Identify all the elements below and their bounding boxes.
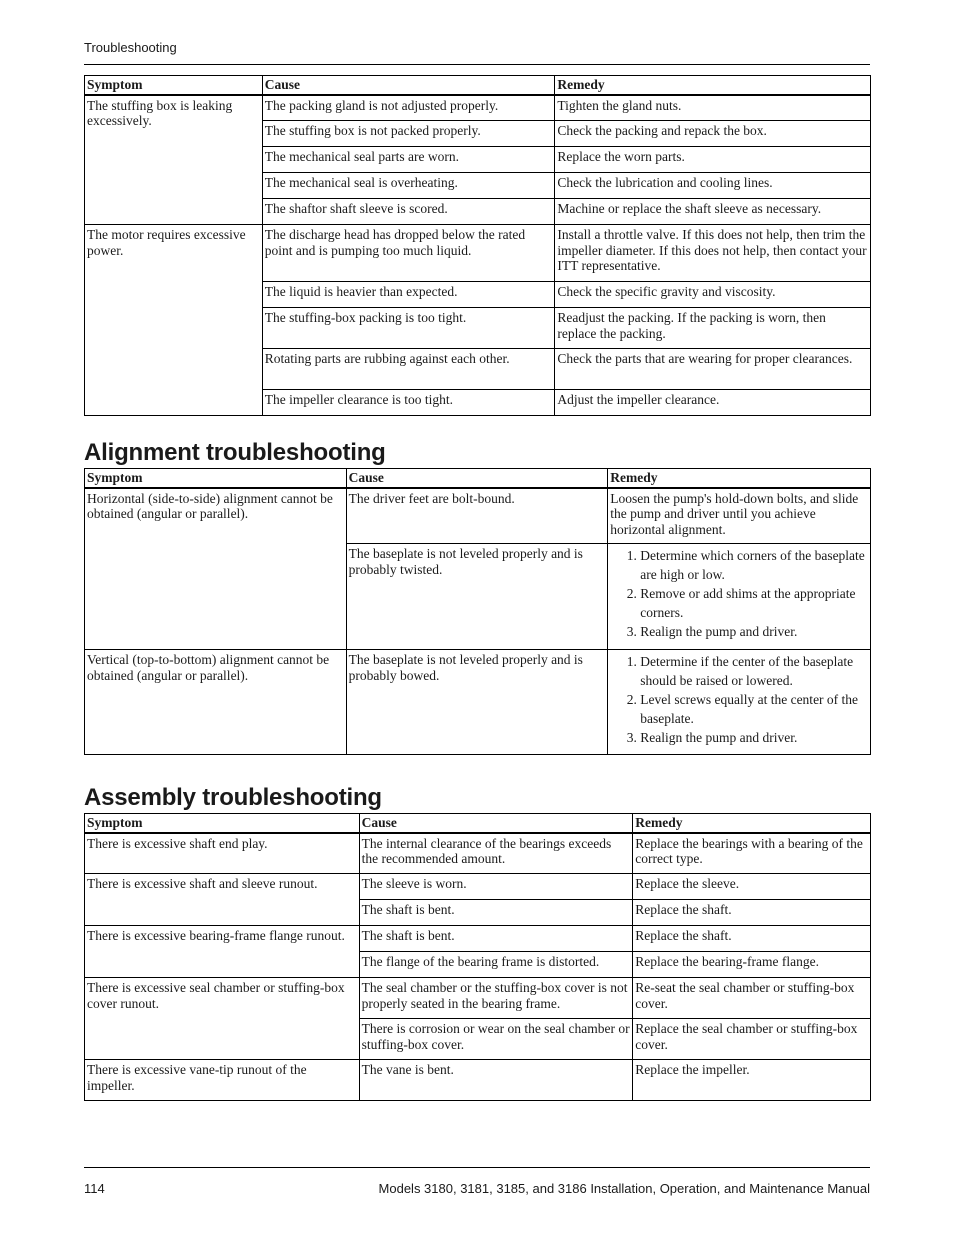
remedy-cell: Install a throttle valve. If this does not help, then trim the impeller diameter. If this does not help, then contact your ITT representative. [555,225,871,282]
cause-cell: The stuffing-box packing is too tight. [262,308,555,349]
column-header-symptom: Symptom [85,469,347,488]
cause-cell: The liquid is heavier than expected. [262,282,555,308]
assembly-heading: Assembly troubleshooting [84,784,382,811]
remedy-cell [608,650,871,755]
cause-cell: There is corrosion or wear on the seal chamber or stuffing-box cover. [359,1019,633,1060]
remedy-cell: Replace the sleeve. [633,874,871,900]
column-header-cause: Cause [359,814,633,833]
remedy-cell: Check the specific gravity and viscosity. [555,282,871,308]
remedy-step: 3. Realign the pump and driver. [640,728,868,747]
column-header-cause: Cause [262,76,555,95]
cause-cell: The shaft is bent. [359,900,633,926]
cause-cell: The mechanical seal is overheating. [262,173,555,199]
symptom-cell: There is excessive shaft and sleeve runout. [85,874,360,926]
remedy-cell: Replace the worn parts. [555,147,871,173]
remedy-cell: Replace the seal chamber or stuffing-box cover. [633,1019,871,1060]
footer-rule [84,1167,870,1168]
cause-cell: The baseplate is not leveled properly and is probably twisted. [346,544,608,650]
cause-cell: The impeller clearance is too tight. [262,390,555,416]
remedy-cell: Machine or replace the shaft sleeve as necessary. [555,199,871,225]
column-header-cause: Cause [346,469,608,488]
table-header-row [85,469,871,488]
remedy-cell: Tighten the gland nuts. [555,95,871,121]
table-row [85,650,871,755]
remedy-cell: Replace the shaft. [633,900,871,926]
remedy-cell: Re-seat the seal chamber or stuffing-box cover. [633,978,871,1019]
cause-cell: The driver feet are bolt-bound. [346,488,608,544]
table-row [85,978,871,1019]
table-row [85,1060,871,1101]
remedy-step: 2. Remove or add shims at the appropriate corners. [640,584,868,622]
cause-cell: Rotating parts are rubbing against each other. [262,349,555,390]
remedy-step: 1. Determine which corners of the baseplate are high or low. [640,546,868,584]
remedy-cell: Replace the shaft. [633,926,871,952]
remedy-step: 3. Realign the pump and driver. [640,622,868,641]
cause-cell: The shaft is bent. [359,926,633,952]
table-row [85,874,871,900]
cause-cell: The mechanical seal parts are worn. [262,147,555,173]
column-header-remedy: Remedy [633,814,871,833]
remedy-steps-list [610,652,868,747]
table-header-row [85,814,871,833]
symptom-cell: There is excessive bearing-frame flange runout. [85,926,360,978]
assembly-troubleshooting-table [84,813,871,1101]
remedy-steps-list [610,546,868,641]
symptom-cell: There is excessive vane-tip runout of the impeller. [85,1060,360,1101]
remedy-step: 1. Determine if the center of the baseplate should be raised or lowered. [640,652,868,690]
symptom-cell: Vertical (top-to-bottom) alignment cannot be obtained (angular or parallel). [85,650,347,755]
remedy-cell: Replace the impeller. [633,1060,871,1101]
running-head: Troubleshooting [84,40,177,55]
table-row [85,926,871,952]
symptom-cell: Horizontal (side-to-side) alignment cannot be obtained (angular or parallel). [85,488,347,650]
symptom-cell: The stuffing box is leaking excessively. [85,95,263,225]
remedy-cell: Check the lubrication and cooling lines. [555,173,871,199]
remedy-cell: Replace the bearings with a bearing of the correct type. [633,833,871,874]
cause-cell: The seal chamber or the stuffing-box cover is not properly seated in the bearing frame. [359,978,633,1019]
column-header-symptom: Symptom [85,814,360,833]
cause-cell: The vane is bent. [359,1060,633,1101]
remedy-cell: Readjust the packing. If the packing is worn, then replace the packing. [555,308,871,349]
remedy-cell: Replace the bearing-frame flange. [633,952,871,978]
remedy-cell: Check the packing and repack the box. [555,121,871,147]
cause-cell: The flange of the bearing frame is distorted. [359,952,633,978]
table-row [85,488,871,544]
table-header-row [85,76,871,95]
alignment-heading: Alignment troubleshooting [84,439,386,466]
cause-cell: The sleeve is worn. [359,874,633,900]
table-row [85,95,871,121]
pump-troubleshooting-table [84,75,871,416]
cause-cell: The stuffing box is not packed properly. [262,121,555,147]
symptom-cell: There is excessive seal chamber or stuffing-box cover runout. [85,978,360,1060]
cause-cell: The shaftor shaft sleeve is scored. [262,199,555,225]
symptom-cell: There is excessive shaft end play. [85,833,360,874]
remedy-cell: Check the parts that are wearing for proper clearances. [555,349,871,390]
cause-cell: The internal clearance of the bearings exceeds the recommended amount. [359,833,633,874]
remedy-cell: Loosen the pump's hold-down bolts, and slide the pump and driver until you achieve horizontal alignment. [608,488,871,544]
header-rule [84,64,870,65]
table-row [85,225,871,282]
page-number: 114 [84,1181,105,1196]
table-row [85,833,871,874]
symptom-cell: The motor requires excessive power. [85,225,263,416]
column-header-symptom: Symptom [85,76,263,95]
cause-cell: The packing gland is not adjusted properly. [262,95,555,121]
manual-title: Models 3180, 3181, 3185, and 3186 Installation, Operation, and Maintenance Manual [378,1181,870,1196]
remedy-cell: Adjust the impeller clearance. [555,390,871,416]
remedy-cell [608,544,871,650]
remedy-step: 2. Level screws equally at the center of the baseplate. [640,690,868,728]
cause-cell: The baseplate is not leveled properly and is probably bowed. [346,650,608,755]
column-header-remedy: Remedy [555,76,871,95]
cause-cell: The discharge head has dropped below the rated point and is pumping too much liquid. [262,225,555,282]
column-header-remedy: Remedy [608,469,871,488]
alignment-troubleshooting-table [84,468,871,755]
